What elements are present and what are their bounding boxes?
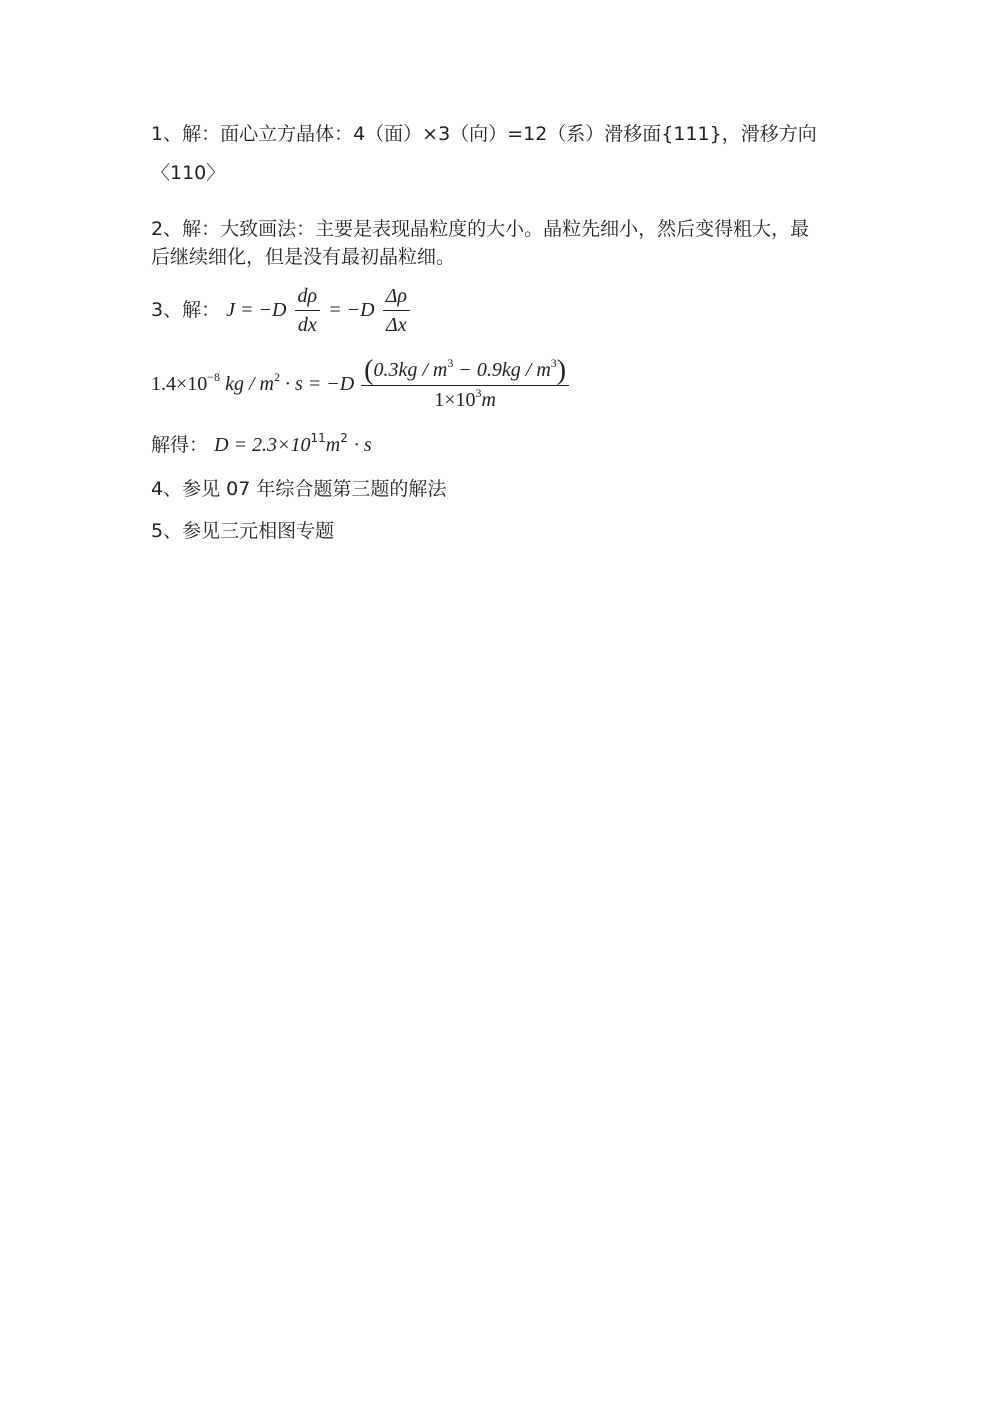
eq2-denominator-exponent: 3: [475, 386, 482, 401]
eq1-lhs: J = −D: [226, 299, 287, 321]
answer-3-equation-1: [151, 284, 412, 337]
eq1-frac1-denominator: dx: [297, 314, 317, 336]
answer-2-line-2: 后继续细化，但是没有最初晶粒细。: [151, 246, 456, 268]
eq1-frac2-denominator: Δx: [386, 314, 407, 336]
result-unit-exponent: 2: [340, 431, 348, 445]
eq2-numerator-exponent-b: 3: [550, 356, 557, 371]
answer-3-prefix: 3、解：: [151, 299, 221, 321]
eq1-mid: = −D: [328, 299, 375, 321]
eq2-numerator-exponent-a: 3: [447, 356, 454, 371]
eq2-lhs-unit: kg / m: [225, 373, 274, 395]
answer-1-line-2: 〈110〉: [151, 162, 226, 184]
result-exponent: 11: [310, 431, 326, 445]
eq2-numerator-term-a: 0.3kg / m: [373, 359, 448, 382]
eq2-numerator: [361, 355, 569, 387]
answer-2-line-1: 2、解：大致画法：主要是表现晶粒度的大小。晶粒先细小，然后变得粗大，最: [151, 218, 810, 240]
answer-5: 5、参见三元相图专题: [151, 520, 335, 542]
answer-4: 4、参见 07 年综合题第三题的解法: [151, 478, 447, 500]
eq2-denominator-unit: m: [481, 389, 496, 412]
result-lhs: D = 2.3×10: [214, 434, 311, 456]
answer-3-equation-2: [151, 355, 571, 413]
eq2-lhs-tail: · s = −D: [284, 373, 355, 395]
eq2-numerator-term-b: − 0.9kg / m: [453, 359, 551, 382]
result-unit: m: [325, 434, 341, 456]
eq2-lhs-unit-exponent: 2: [273, 370, 280, 384]
eq2-lhs-coefficient: 1.4×10: [151, 373, 208, 395]
eq2-open-paren: (: [364, 355, 374, 387]
answer-3-result: [151, 432, 372, 458]
result-prefix: 解得：: [151, 434, 209, 456]
eq1-frac1-numerator: dρ: [295, 284, 321, 311]
result-tail: · s: [353, 434, 372, 456]
eq1-fraction-difference: [383, 284, 410, 337]
eq1-frac2-numerator: Δρ: [383, 284, 410, 311]
eq2-fraction: [361, 355, 569, 412]
eq2-denominator: [361, 386, 569, 412]
eq2-denominator-coefficient: 1×10: [434, 389, 476, 412]
eq2-lhs-exponent: −8: [207, 370, 221, 384]
eq2-close-paren: ): [556, 355, 567, 387]
eq1-fraction-derivative: [295, 284, 321, 337]
answer-1-line-1: 1、解：面心立方晶体：4（面）×3（向）=12（系）滑移面{111}，滑移方向: [151, 123, 817, 145]
